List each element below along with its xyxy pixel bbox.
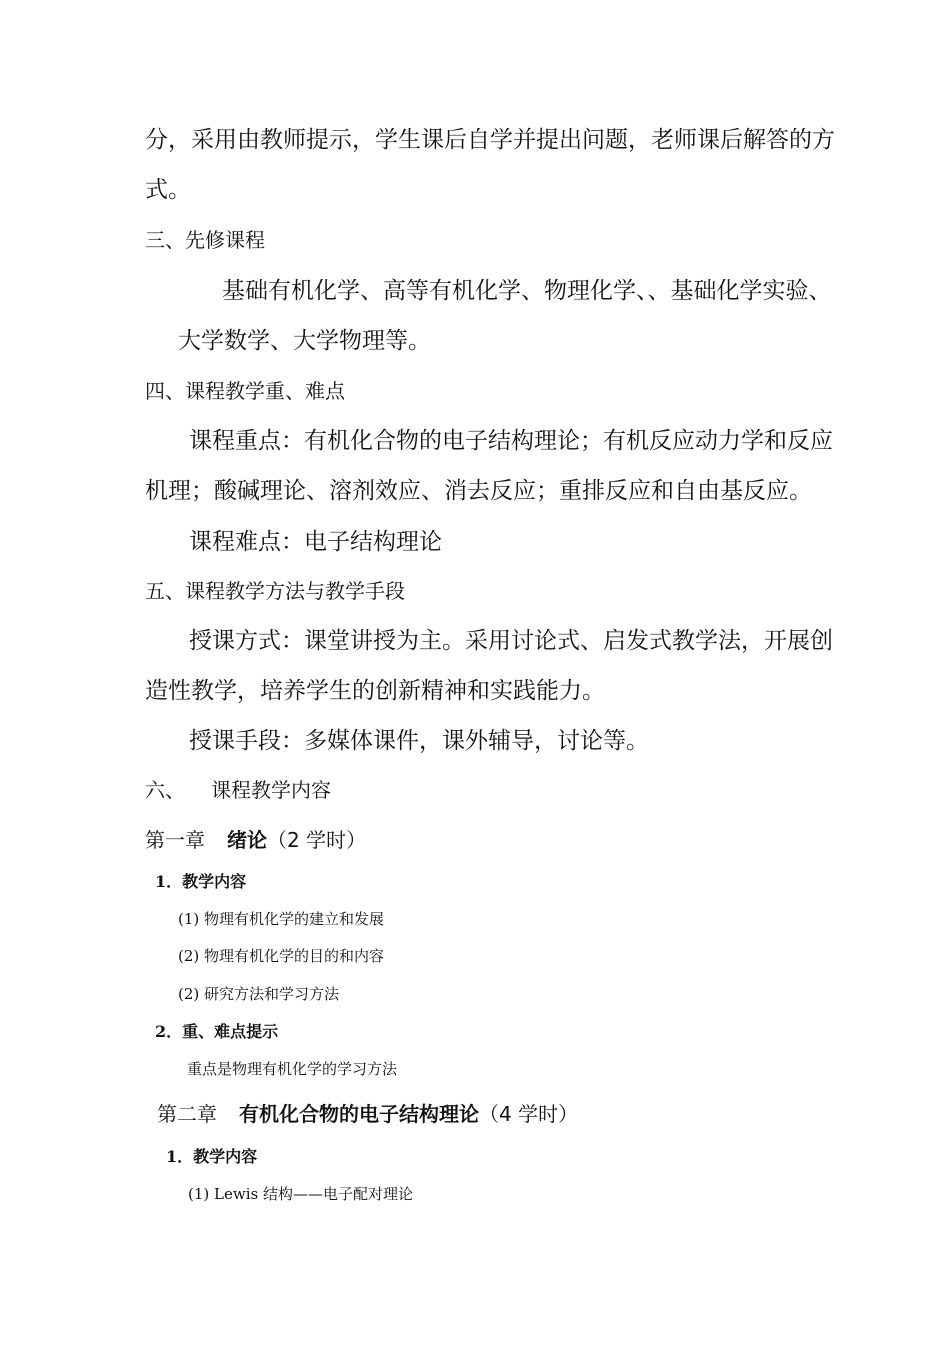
section-3-body-line-2: 大学数学、大学物理等。: [178, 328, 431, 354]
intro-line-2: 式。: [145, 177, 191, 203]
section-4-difficulty: 课程难点：电子结构理论: [189, 529, 442, 555]
chapter-2-hours: （4 学时）: [479, 1102, 579, 1126]
section-6-title: 课程教学内容: [211, 778, 331, 802]
chapter-1-item-3: (2) 研究方法和学习方法: [178, 985, 340, 1003]
chapter-1-key-heading: 2．重、难点提示: [155, 1022, 279, 1041]
chapter-1-item-2: (2) 物理有机化学的目的和内容: [178, 947, 385, 965]
section-5-means: 授课手段：多媒体课件，课外辅导，讨论等。: [189, 728, 649, 754]
section-3-heading: 三、先修课程: [145, 228, 265, 252]
section-3-body-line-1: 基础有机化学、高等有机化学、物理化学、、基础化学实验、: [222, 278, 832, 304]
section-5-method-line-1: 授课方式：课堂讲授为主。采用讨论式、启发式教学法，开展创: [189, 628, 833, 654]
section-4-focus-line-2: 机理；酸碱理论、溶剂效应、消去反应；重排反应和自由基反应。: [145, 478, 812, 504]
section-6-number: 六、: [145, 778, 185, 802]
chapter-2-title: 有机化合物的电子结构理论: [239, 1102, 479, 1126]
chapter-1-heading: [145, 830, 366, 850]
chapter-1-title: 绪论: [227, 828, 267, 852]
chapter-2-label: 第二章: [157, 1102, 217, 1126]
section-5-method-line-2: 造性教学，培养学生的创新精神和实践能力。: [145, 678, 605, 704]
chapter-2-heading: [157, 1104, 578, 1124]
chapter-2-item-1: (1) Lewis 结构——电子配对理论: [188, 1185, 413, 1203]
chapter-2-content-heading: 1．教学内容: [166, 1147, 258, 1166]
intro-line-1: 分，采用由教师提示，学生课后自学并提出问题，老师课后解答的方: [145, 127, 835, 153]
chapter-1-key-text: 重点是物理有机化学的学习方法: [187, 1060, 398, 1078]
section-6-heading: [145, 780, 331, 800]
section-4-focus-line-1: 课程重点：有机化合物的电子结构理论；有机反应动力学和反应: [189, 428, 833, 454]
chapter-1-hours: （2 学时）: [267, 828, 367, 852]
chapter-1-content-heading: 1．教学内容: [155, 872, 247, 891]
section-5-heading: 五、课程教学方法与教学手段: [145, 579, 405, 603]
chapter-1-item-1: (1) 物理有机化学的建立和发展: [178, 910, 385, 928]
section-4-heading: 四、课程教学重、难点: [145, 379, 345, 403]
chapter-1-label: 第一章: [145, 828, 205, 852]
